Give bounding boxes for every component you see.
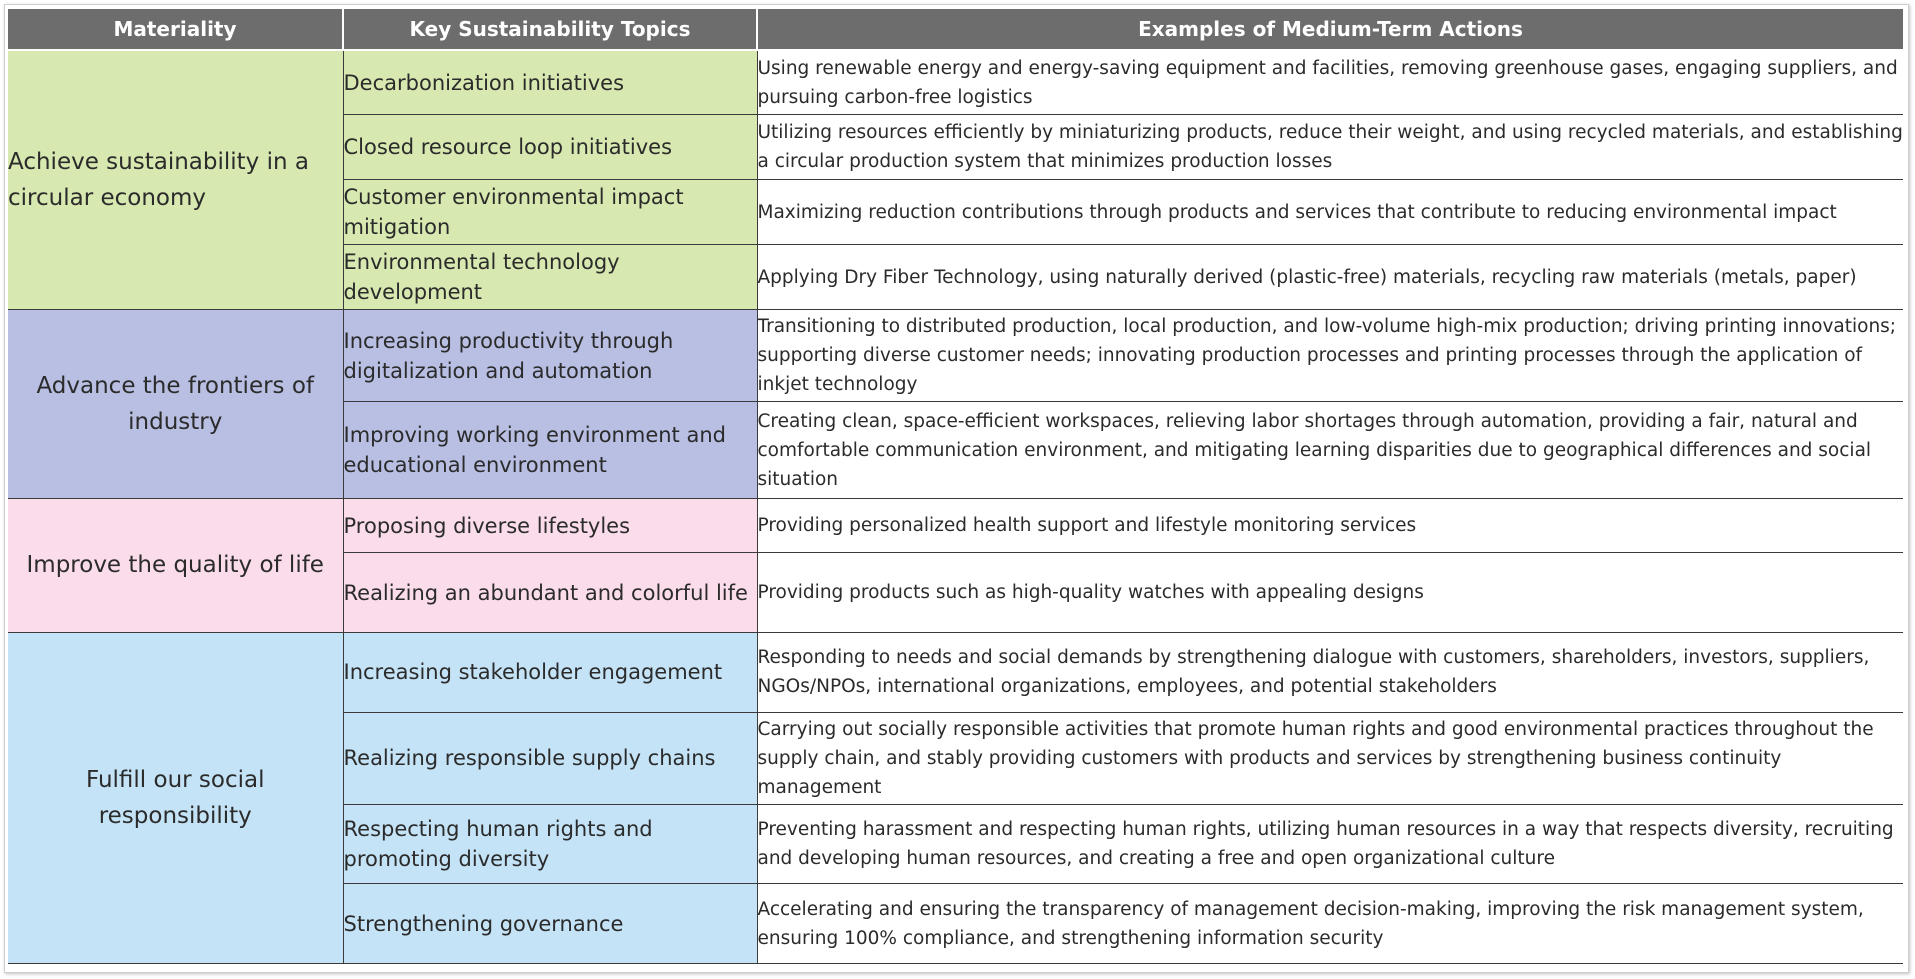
action-cell: Transitioning to distributed production, local production, and low-volume high-mix production; driving printing innovations; supporting diverse customer needs; innovating production processes and printing processes through the application of inkjet technology xyxy=(757,310,1903,402)
action-cell: Using renewable energy and energy-saving equipment and facilities, removing greenhouse gases, engaging suppliers, and pursuing carbon-free logistics xyxy=(757,50,1903,115)
materiality-table xyxy=(8,9,1903,964)
materiality-quality-of-life: Improve the quality of life xyxy=(8,498,343,632)
table-row xyxy=(8,632,1903,712)
topic-cell: Realizing an abundant and colorful life xyxy=(343,553,757,633)
materiality-social-responsibility: Fulfill our social responsibility xyxy=(8,632,343,963)
materiality-circular-economy: Achieve sustainability in a circular economy xyxy=(8,50,343,310)
topic-cell: Proposing diverse lifestyles xyxy=(343,498,757,552)
action-cell: Applying Dry Fiber Technology, using naturally derived (plastic-free) materials, recycling raw materials (metals, paper) xyxy=(757,245,1903,310)
action-cell: Utilizing resources efficiently by miniaturizing products, reduce their weight, and using recycled materials, and establishing a circular production system that minimizes production losses xyxy=(757,115,1903,180)
header-actions: Examples of Medium-Term Actions xyxy=(757,9,1903,50)
topic-cell: Closed resource loop initiatives xyxy=(343,115,757,180)
materiality-industry: Advance the frontiers of industry xyxy=(8,310,343,499)
action-cell: Creating clean, space-efficient workspaces, relieving labor shortages through automation, providing a fair, natural and comfortable communication environment, and mitigating learning disparities due to geographical differences and social situation xyxy=(757,402,1903,498)
header-row xyxy=(8,9,1903,50)
header-materiality: Materiality xyxy=(8,9,343,50)
action-cell: Responding to needs and social demands by strengthening dialogue with customers, shareholders, investors, suppliers, NGOs/NPOs, international organizations, employees, and potential stakeholders xyxy=(757,632,1903,712)
topic-cell: Increasing productivity through digitalization and automation xyxy=(343,310,757,402)
topic-cell: Increasing stakeholder engagement xyxy=(343,632,757,712)
header-topics: Key Sustainability Topics xyxy=(343,9,757,50)
topic-cell: Improving working environment and educational environment xyxy=(343,402,757,498)
action-cell: Accelerating and ensuring the transparency of management decision-making, improving the risk management system, ensuring 100% compliance, and strengthening information security xyxy=(757,884,1903,964)
table-row xyxy=(8,50,1903,115)
topic-cell: Strengthening governance xyxy=(343,884,757,964)
topic-cell: Customer environmental impact mitigation xyxy=(343,180,757,245)
topic-cell: Realizing responsible supply chains xyxy=(343,712,757,804)
action-cell: Carrying out socially responsible activities that promote human rights and good environmental practices throughout the supply chain, and stably providing customers with products and services by strengthening business continuity management xyxy=(757,712,1903,804)
topic-cell: Environmental technology development xyxy=(343,245,757,310)
action-cell: Maximizing reduction contributions through products and services that contribute to reducing environmental impact xyxy=(757,180,1903,245)
table-row xyxy=(8,310,1903,402)
action-cell: Providing personalized health support and lifestyle monitoring services xyxy=(757,498,1903,552)
topic-cell: Decarbonization initiatives xyxy=(343,50,757,115)
action-cell: Providing products such as high-quality watches with appealing designs xyxy=(757,553,1903,633)
topic-cell: Respecting human rights and promoting diversity xyxy=(343,804,757,884)
action-cell: Preventing harassment and respecting human rights, utilizing human resources in a way that respects diversity, recruiting and developing human resources, and creating a free and open organizational culture xyxy=(757,804,1903,884)
table-row xyxy=(8,498,1903,552)
